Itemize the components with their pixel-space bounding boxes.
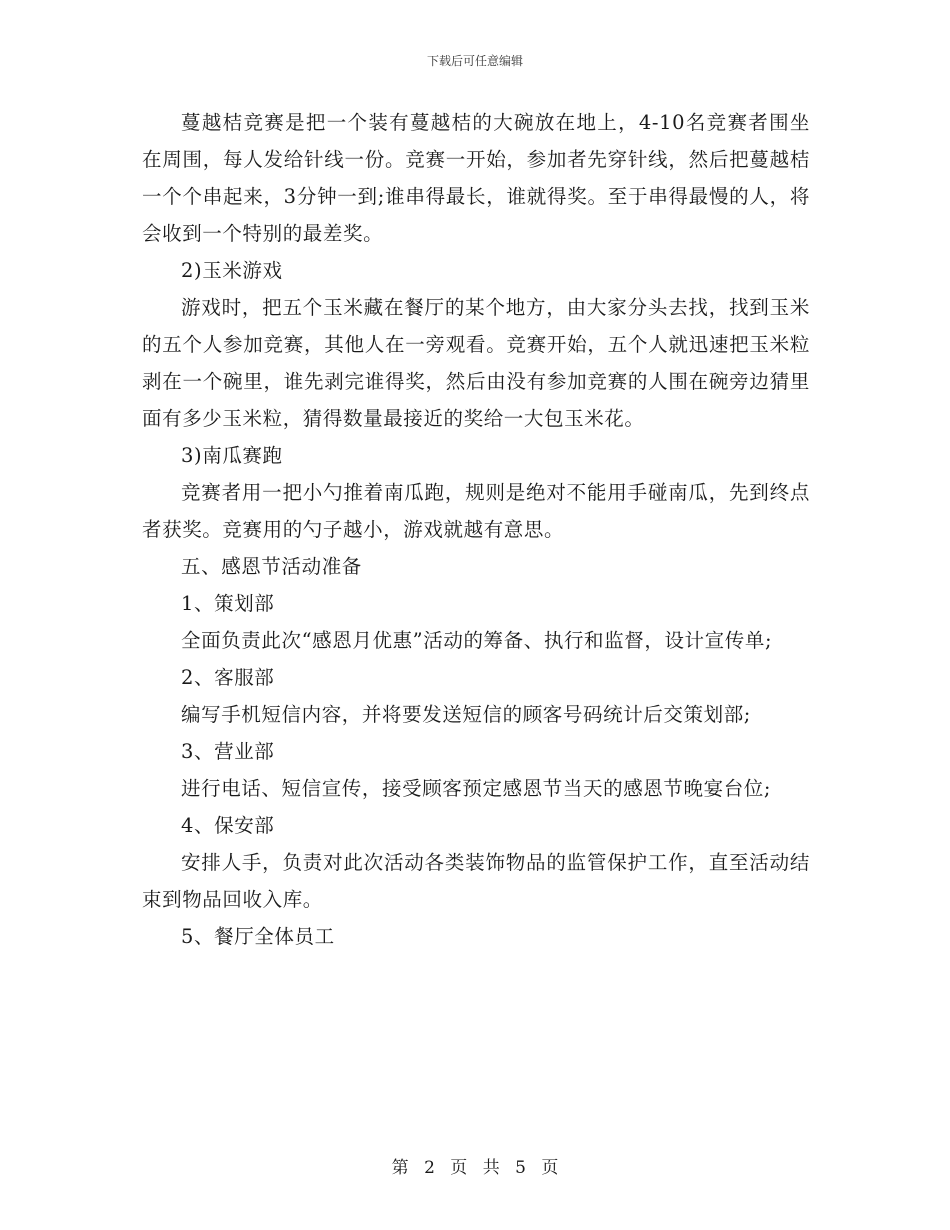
- page-header: [0, 52, 950, 69]
- heading-pumpkin-race: 3)南瓜赛跑: [181, 444, 283, 467]
- heading-sales-dept: 3、营业部: [181, 740, 275, 763]
- heading-service-dept: 2、客服部: [181, 666, 275, 689]
- paragraph-service-dept: 编写手机短信内容，并将要发送短信的顾客号码统计后交策划部;: [181, 703, 751, 726]
- footer-label-unit-end: 页: [541, 1158, 559, 1178]
- paragraph-security-dept: 安排人手，负责对此次活动各类装饰物品的监管保护工作，直至活动结束到物品回收入库。: [142, 851, 810, 911]
- paragraph-corn-game: 游戏时，把五个玉米藏在餐厅的某个地方，由大家分头去找，找到玉米的五个人参加竞赛，其他人在一旁观看。竞赛开始，五个人就迅速把玉米粒剥在一个碗里，谁先剥完谁得奖，然后由没有参加竞赛的人围在碗旁边猜里面有多少玉米粒，猜得数量最接近的奖给一大包玉米花。: [142, 296, 810, 430]
- footer-label-total: 共: [482, 1158, 500, 1178]
- page-footer: [0, 1153, 950, 1178]
- footer-current-page: 2: [424, 1158, 435, 1178]
- paragraph-cranberry-contest: 蔓越桔竞赛是把一个装有蔓越桔的大碗放在地上，4-10名竞赛者围坐在周围，每人发给针线一份。竞赛一开始，参加者先穿针线，然后把蔓越桔一个个串起来，3分钟一到;谁串得最长，谁就得奖。至于串得最慢的人，将会收到一个特别的最差奖。: [142, 111, 810, 245]
- heading-security-dept: 4、保安部: [181, 814, 275, 837]
- heading-planning-dept: 1、策划部: [181, 592, 275, 615]
- heading-section-five: 五、感恩节活动准备: [181, 555, 362, 578]
- header-text: 下载后可任意编辑: [426, 54, 523, 68]
- heading-restaurant-staff: 5、餐厅全体员工: [181, 925, 335, 948]
- paragraph-planning-dept: 全面负责此次“感恩月优惠”活动的筹备、执行和监督，设计宣传单;: [181, 629, 773, 652]
- document-body: [142, 104, 810, 955]
- footer-total-pages: 5: [515, 1158, 526, 1178]
- paragraph-pumpkin-race: 竞赛者用一把小勺推着南瓜跑，规则是绝对不能用手碰南瓜，先到终点者获奖。竞赛用的勺子越小，游戏就越有意思。: [142, 481, 810, 541]
- footer-label-page: 第: [391, 1158, 409, 1178]
- paragraph-sales-dept: 进行电话、短信宣传，接受顾客预定感恩节当天的感恩节晚宴台位;: [181, 777, 772, 800]
- footer-label-unit: 页: [450, 1158, 468, 1178]
- heading-corn-game: 2)玉米游戏: [181, 259, 283, 282]
